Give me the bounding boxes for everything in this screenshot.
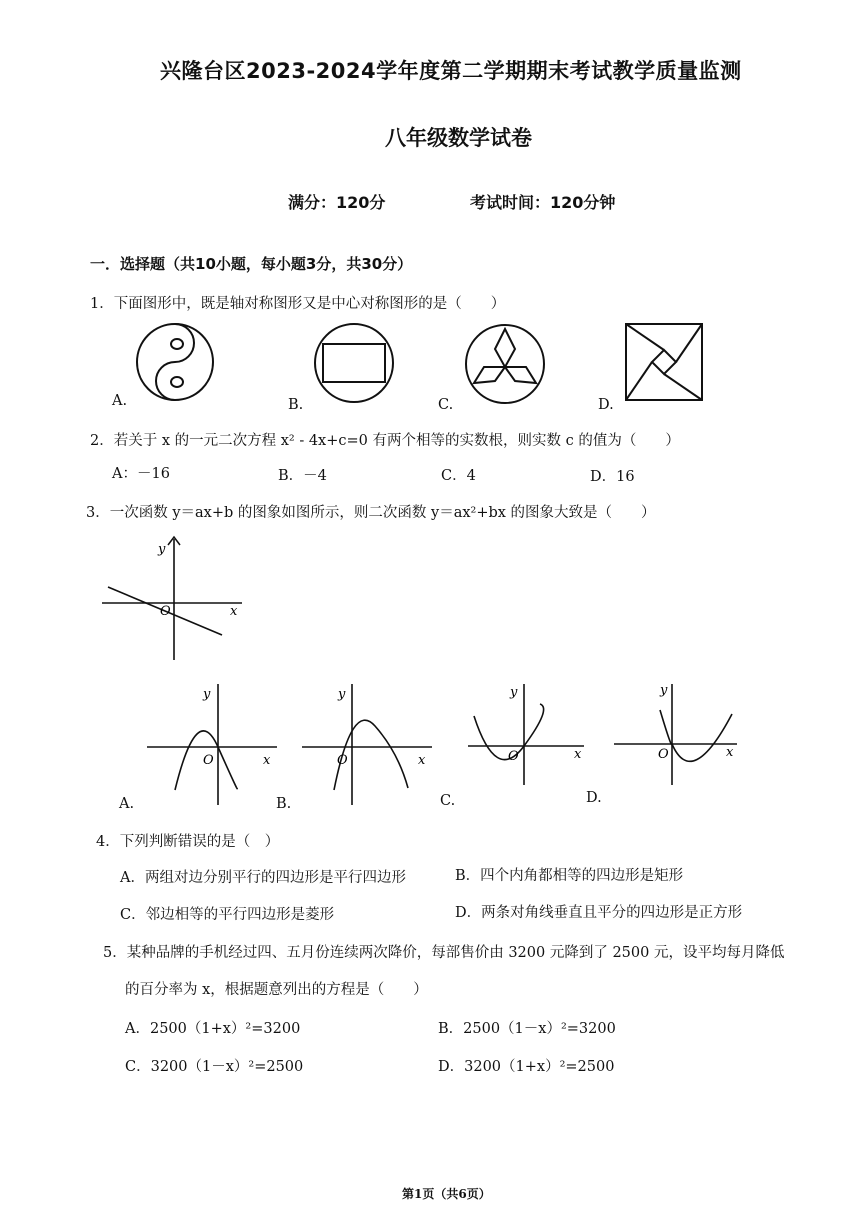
q3-linear-graph [100,535,250,665]
q5-option-c: C．3200（1－x）²=2500 [125,1059,304,1075]
q1-figure-a [135,322,215,402]
q4-option-d: D．两条对角线垂直且平分的四边形是正方形 [455,905,743,921]
q1-stem: 1．下面图形中，既是轴对称图形又是中心对称图形的是（ ） [90,296,506,312]
exam-subtitle: 八年级数学试卷 [385,126,532,150]
q3-graph-c [466,680,591,790]
q1-label-a: A. [112,393,128,409]
q3-d-axis-o: O [658,747,669,762]
q3-axis-y: y [158,542,166,557]
q3-a-axis-o: O [203,753,214,768]
q3-label-c: C. [440,793,456,809]
q1-figure-b [313,322,395,404]
page-number: 第1页（共6页） [402,1187,491,1201]
full-score: 满分：120分 [288,193,386,212]
q3-label-b: B. [276,796,292,812]
q1-label-d: D. [598,397,614,413]
q1-figure-c [464,323,546,405]
q3-graph-b [300,680,435,810]
q1-label-b: B. [288,397,304,413]
q3-b-axis-y: y [338,687,346,702]
q2-option-c: C．4 [441,468,476,484]
q3-a-axis-x: x [263,753,271,768]
section-heading: 一．选择题（共10小题，每小题3分，共30分） [90,255,413,273]
q3-d-axis-y: y [660,683,668,698]
q3-label-a: A. [119,796,135,812]
q2-option-b: B．－4 [278,468,327,484]
q3-graph-a [145,680,280,810]
q4-stem: 4．下列判断错误的是（ ） [96,834,280,850]
q3-axis-o: O [160,604,171,619]
q3-graph-d [612,680,742,790]
q3-stem: 3．一次函数 y＝ax+b 的图象如图所示，则二次函数 y＝ax²+bx 的图象大致是（ ） [86,505,656,521]
q4-option-c: C．邻边相等的平行四边形是菱形 [120,907,335,923]
q3-c-axis-x: x [574,747,582,762]
q3-axis-x: x [230,604,238,619]
q5-option-d: D．3200（1+x）²=2500 [438,1059,615,1075]
q5-option-a: A．2500（1+x）²=3200 [125,1021,301,1037]
q4-option-b: B．四个内角都相等的四边形是矩形 [455,868,684,884]
q2-option-d: D．16 [590,469,635,485]
exam-time: 考试时间：120分钟 [470,193,616,212]
q3-c-axis-o: O [508,749,519,764]
q1-figure-d [624,322,704,402]
q3-b-axis-x: x [418,753,426,768]
q3-b-axis-o: O [337,753,348,768]
exam-title: 兴隆台区2023-2024学年度第二学期期末考试教学质量监测 [160,59,742,83]
q3-c-axis-y: y [510,685,518,700]
q5-stem-line1: 5．某种品牌的手机经过四、五月份连续两次降价，每部售价由 3200 元降到了 2500 元，设平均每月降低 [103,945,785,961]
q1-label-c: C. [438,397,454,413]
q3-d-axis-x: x [726,745,734,760]
q3-label-d: D. [586,790,602,806]
q4-option-a: A．两组对边分别平行的四边形是平行四边形 [120,870,406,886]
q5-option-b: B．2500（1－x）²=3200 [438,1021,616,1037]
q3-a-axis-y: y [203,687,211,702]
q5-stem-line2: 的百分率为 x，根据题意列出的方程是（ ） [125,982,428,998]
q2-option-a: A：－16 [112,466,170,482]
q2-stem: 2．若关于 x 的一元二次方程 x² - 4x+c=0 有两个相等的实数根，则实数 c 的值为（ ） [90,433,680,449]
